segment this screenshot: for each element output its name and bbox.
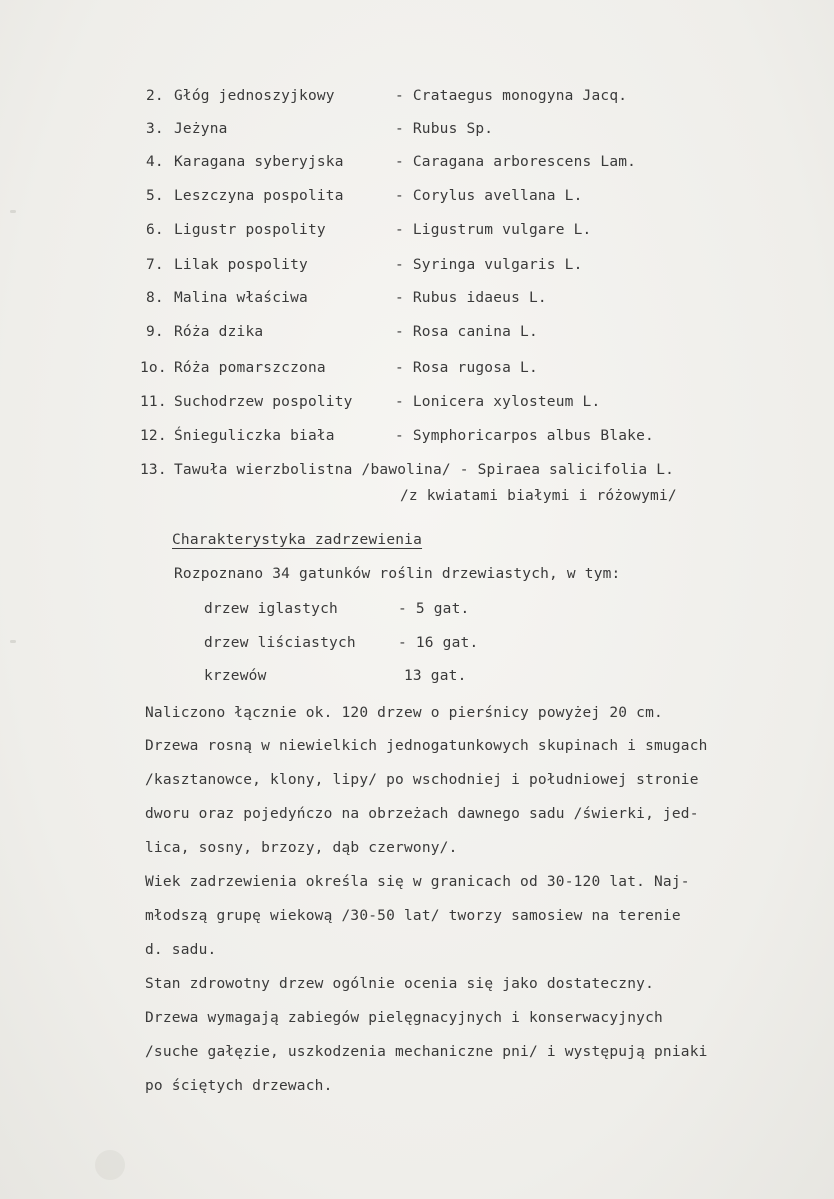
species-latin-name: - Ligustrum vulgare L. bbox=[395, 222, 592, 238]
paragraph-line: dworu oraz pojedyńczo na obrzeżach dawnego sadu /świerki, jed- bbox=[145, 806, 699, 822]
species-latin-name: - Corylus avellana L. bbox=[395, 188, 583, 204]
species-number: 9. bbox=[146, 324, 164, 340]
punch-mark bbox=[10, 640, 16, 643]
species-latin-name: - Rosa canina L. bbox=[395, 324, 538, 340]
count-value: 13 gat. bbox=[404, 668, 467, 684]
species-full-entry: Tawuła wierzbolistna /bawolina/ - Spiraea salicifolia L. bbox=[174, 462, 675, 478]
paragraph-line: Wiek zadrzewienia określa się w granicach od 30-120 lat. Naj- bbox=[145, 874, 690, 890]
count-value: - 5 gat. bbox=[398, 601, 470, 617]
species-number: 12. bbox=[140, 428, 167, 444]
species-polish-name: Ligustr pospolity bbox=[174, 222, 326, 238]
species-number: 3. bbox=[146, 121, 164, 137]
species-number: 6. bbox=[146, 222, 164, 238]
intro-line: Rozpoznano 34 gatunków roślin drzewiastych, w tym: bbox=[174, 566, 621, 582]
species-latin-name: - Crataegus monogyna Jacq. bbox=[395, 88, 628, 104]
paragraph-line: po ściętych drzewach. bbox=[145, 1078, 333, 1094]
count-label: drzew iglastych bbox=[204, 601, 338, 617]
paragraph-line: Drzewa wymagają zabiegów pielęgnacyjnych i konserwacyjnych bbox=[145, 1010, 663, 1026]
paragraph-line: d. sadu. bbox=[145, 942, 217, 958]
species-polish-name: Róża pomarszczona bbox=[174, 360, 326, 376]
species-number: 2. bbox=[146, 88, 164, 104]
paragraph-line: Stan zdrowotny drzew ogólnie ocenia się jako dostateczny. bbox=[145, 976, 654, 992]
species-polish-name: Lilak pospolity bbox=[174, 257, 308, 273]
species-latin-name: - Syringa vulgaris L. bbox=[395, 257, 583, 273]
species-polish-name: Malina właściwa bbox=[174, 290, 308, 306]
paragraph-line: Drzewa rosną w niewielkich jednogatunkowych skupinach i smugach bbox=[145, 738, 708, 754]
species-number: 4. bbox=[146, 154, 164, 170]
count-label: drzew liściastych bbox=[204, 635, 356, 651]
species-latin-name: - Symphoricarpos albus Blake. bbox=[395, 428, 654, 444]
species-number: 7. bbox=[146, 257, 164, 273]
species-polish-name: Głóg jednoszyjkowy bbox=[174, 88, 335, 104]
paragraph-line: Naliczono łącznie ok. 120 drzew o pierśnicy powyżej 20 cm. bbox=[145, 705, 663, 721]
species-polish-name: Jeżyna bbox=[174, 121, 228, 137]
species-number: 13. bbox=[140, 462, 167, 478]
species-polish-name: Suchodrzew pospolity bbox=[174, 394, 353, 410]
count-label: krzewów bbox=[204, 668, 267, 684]
species-polish-name: Leszczyna pospolita bbox=[174, 188, 344, 204]
species-note: /z kwiatami białymi i różowymi/ bbox=[400, 488, 677, 504]
paragraph-line: /suche gałęzie, uszkodzenia mechaniczne pni/ i występują pniaki bbox=[145, 1044, 708, 1060]
paragraph-line: /kasztanowce, klony, lipy/ po wschodniej i południowej stronie bbox=[145, 772, 699, 788]
species-polish-name: Karagana syberyjska bbox=[174, 154, 344, 170]
species-number: 11. bbox=[140, 394, 167, 410]
punch-mark bbox=[10, 210, 16, 213]
paragraph-line: lica, sosny, brzozy, dąb czerwony/. bbox=[145, 840, 458, 856]
species-polish-name: Róża dzika bbox=[174, 324, 264, 340]
section-heading: Charakterystyka zadrzewienia bbox=[172, 532, 423, 548]
species-latin-name: - Rubus idaeus L. bbox=[395, 290, 547, 306]
species-latin-name: - Rubus Sp. bbox=[395, 121, 494, 137]
species-latin-name: - Lonicera xylosteum L. bbox=[395, 394, 601, 410]
species-number: 5. bbox=[146, 188, 164, 204]
species-number: 1o. bbox=[140, 360, 167, 376]
paragraph-line: młodszą grupę wiekową /30-50 lat/ tworzy samosiew na terenie bbox=[145, 908, 681, 924]
paper-smudge bbox=[95, 1150, 125, 1180]
species-latin-name: - Rosa rugosa L. bbox=[395, 360, 538, 376]
species-number: 8. bbox=[146, 290, 164, 306]
species-latin-name: - Caragana arborescens Lam. bbox=[395, 154, 637, 170]
count-value: - 16 gat. bbox=[398, 635, 479, 651]
species-polish-name: Śnieguliczka biała bbox=[174, 428, 335, 444]
